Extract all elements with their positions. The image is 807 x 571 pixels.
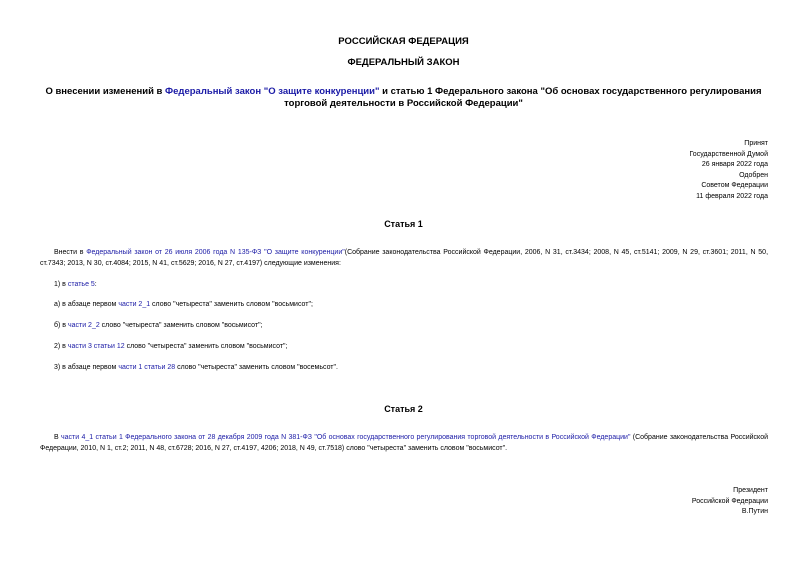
doc-type-heading: ФЕДЕРАЛЬНЫЙ ЗАКОН bbox=[347, 57, 460, 68]
link-article-5[interactable]: статье 5 bbox=[67, 281, 95, 288]
item-pre: б) в bbox=[54, 322, 68, 329]
adoption-block bbox=[689, 139, 768, 202]
article-1-item-3 bbox=[54, 363, 768, 374]
article-1-intro bbox=[40, 248, 768, 269]
adoption-line: Принят bbox=[744, 140, 768, 147]
adoption-line: 26 января 2022 года bbox=[701, 161, 768, 168]
item-post: слово "четыреста" заменить словом "восьмисот"; bbox=[99, 322, 263, 329]
link-law-135fz[interactable]: Федеральный закон от 26 июля 2006 года N 135-ФЗ "О защите конкуренции" bbox=[86, 249, 345, 256]
article-2-heading: Статья 2 bbox=[384, 404, 423, 414]
link-part-1-article-28[interactable]: части 1 статьи 28 bbox=[118, 364, 176, 371]
title-link-competition-law[interactable]: Федеральный закон "О защите конкуренции" bbox=[165, 86, 380, 97]
article-2-pre: В bbox=[54, 434, 61, 441]
intro-post: (Собрание законодательства Российской Федерации, 2006, N 31, ст.3434; 2008, N 45, ст.5141; 2009, N 29, ст.3601; 2011, N 50, ст.7343; 2013, N 30, ст.4084; 2015, N 41, ст.5629; 2016, N 27, ст.4197) следующие изменения: bbox=[40, 249, 769, 267]
article-1-item-2 bbox=[54, 342, 768, 353]
adoption-line: Одобрен bbox=[739, 171, 768, 179]
adoption-line: Государственной Думой bbox=[689, 150, 768, 158]
adoption-line: Советом Федерации bbox=[701, 182, 768, 189]
law-title bbox=[40, 86, 767, 110]
signature-block bbox=[692, 486, 768, 518]
item-post: слово "четыреста" заменить словом "восьмисот"; bbox=[150, 301, 313, 308]
signature-line: Российской Федерации bbox=[691, 497, 768, 505]
signature-name: В.Путин bbox=[741, 508, 768, 515]
title-rest: и статью 1 Федерального закона "Об основах государственного регулирования торговой деятельности в Российской Федерации" bbox=[284, 86, 762, 109]
link-part-3-article-12[interactable]: части 3 статьи 12 bbox=[67, 343, 125, 350]
intro-pre: Внести в bbox=[54, 249, 87, 256]
article-1-heading: Статья 1 bbox=[384, 219, 423, 229]
article-1-item-a bbox=[54, 300, 768, 311]
adoption-line: 11 февраля 2022 года bbox=[696, 192, 768, 200]
link-part-2-2[interactable]: части 2_2 bbox=[67, 322, 100, 329]
signature-line: Президент bbox=[733, 487, 768, 494]
article-2-post: (Собрание законодательства Российской Федерации, 2010, N 1, ст.2; 2011, N 48, ст.6728; 2016, N 27, ст.4197, 4206; 2018, N 49, ст.7518) слово "четыреста" заменить словом "восьмисот". bbox=[40, 434, 769, 452]
article-2-text bbox=[40, 433, 768, 454]
country-heading: РОССИЙСКАЯ ФЕДЕРАЦИЯ bbox=[338, 36, 469, 47]
item-pre: а) в абзаце первом bbox=[54, 301, 119, 308]
title-prefix: О внесении изменений в bbox=[45, 86, 166, 97]
item-post: слово "четыреста" заменить словом "восемьсот". bbox=[175, 364, 338, 371]
link-law-381fz[interactable]: части 4_1 статьи 1 Федерального закона от 28 декабря 2009 года N 381-ФЗ "Об основах государственного регулирования торговой деятельности в Российской Федерации" bbox=[61, 434, 631, 441]
item-pre: 1) в bbox=[54, 281, 68, 288]
item-post: : bbox=[94, 281, 97, 288]
item-post: слово "четыреста" заменить словом "восьмисот"; bbox=[124, 343, 288, 350]
item-pre: 3) в абзаце первом bbox=[54, 364, 119, 371]
link-part-2-1[interactable]: части 2_1 bbox=[118, 301, 151, 308]
article-1-item-b bbox=[54, 321, 768, 332]
item-pre: 2) в bbox=[54, 343, 68, 350]
article-1-item-1 bbox=[54, 280, 768, 291]
